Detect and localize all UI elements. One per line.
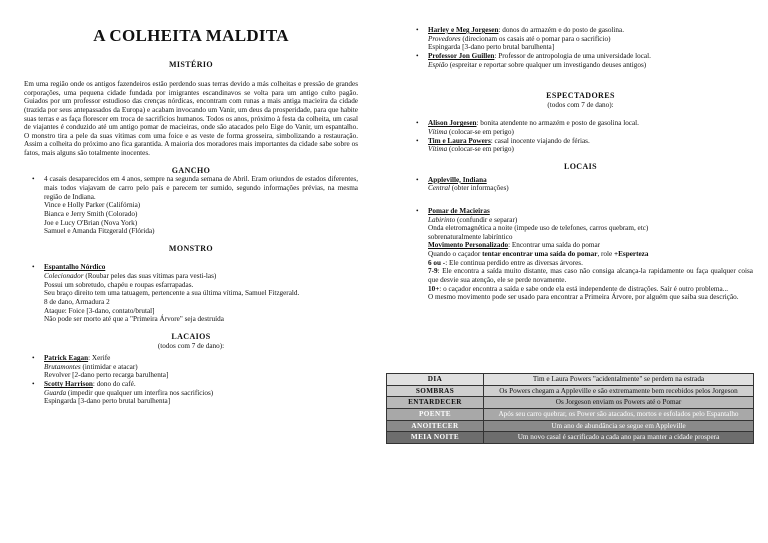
bystander-role-note: (colocar-se em perigo) <box>447 145 514 154</box>
minion-name: Professor Jon Guillen <box>428 51 495 60</box>
bystander-name: Tim e Laura Powers <box>428 136 491 145</box>
place-line: sobrenaturalmente labiríntico <box>428 232 513 241</box>
monster-line: Não pode ser morto até que a "Primeira Árvore" seja destruída <box>44 315 224 324</box>
monstro-list <box>24 263 358 323</box>
countdown-value: Tim e Laura Powers "acidentalmente" se perdem na estrada <box>484 374 754 386</box>
countdown-value: Os Jorgeson enviam os Powers até o Pomar <box>484 397 754 409</box>
countdown-key: DIA <box>387 374 484 386</box>
right-column <box>408 26 753 302</box>
minion-role-note: (intimidar e atacar) <box>80 362 138 371</box>
victim-line: Bianca e Jerry Smith (Colorado) <box>44 209 138 218</box>
place-closing: O mesmo movimento pode ser usado para encontrar a Primeira Árvore, por alguém que saiba sua descrição. <box>428 293 739 302</box>
minion-desc: : donos do armazém e do posto de gasolina. <box>498 26 625 34</box>
countdown-value: Um ano de abundância se segue em Appleville <box>484 420 754 432</box>
result-6-label: 6 ou - <box>428 258 446 267</box>
locais-heading: LOCAIS <box>563 162 598 171</box>
list-item <box>428 119 753 136</box>
gancho-section <box>24 166 358 236</box>
bystander-name: Alison Jorgesen <box>428 119 477 128</box>
list-item <box>44 354 358 380</box>
custom-move-text: : Encontrar uma saída do pomar <box>508 241 601 250</box>
move-desc-bold2: +Esperteza <box>614 250 649 259</box>
misterio-heading: MISTÉRIO <box>168 60 214 70</box>
monster-role-note: (Roubar peles das suas vítimas para vesti-las) <box>83 272 217 281</box>
left-column <box>24 0 358 406</box>
place-name: Appleville, Indiana <box>428 175 487 184</box>
minion-name: Harley e Meg Jorgesen <box>428 26 499 34</box>
monstro-heading: MONSTRO <box>168 243 214 253</box>
place-role: Labirinto <box>428 215 456 224</box>
locais-section <box>408 162 753 302</box>
minion-name: Scotty Harrison <box>44 380 93 389</box>
place-line: Onda eletromagnética a noite (impede uso de telefones, carros quebram, etc) <box>428 224 649 233</box>
place-role-note: (confundir e separar) <box>455 215 518 224</box>
move-desc-pre: Quando o caçador <box>428 250 483 259</box>
countdown-key: MEIA NOITE <box>387 432 484 444</box>
misterio-text: Em uma região onde os antigos fazendeiros estão perdendo suas terras devido a más colheitas e pressão de grandes corporações, uma pequena cidade fundada por imigrantes escandinavos se volta para um antigo culto pagão. Guiados por um professor estudioso das crenças nórdicas, encontram com runas a mais antiga macieira da cidade (trazida por seus antepassados da Europa) e acabam invocando um Vanir, um deus da prosperidade, para que habite suas terras e as faça florescer em troca de sacrifícios humanos. Todos os anos, próximo à festa da colheita, um casal de viajantes é conduzido até um antigo pomar de macieiras, onde são atacados pelo Eige do Vanir, um espantalho. O monstro tira a pele da suas vítimas com uma foice e as veste de forma grosseira, simbolizando a restauração. Assim a colheita do próximo ano fica garantida. A maioria dos moradores mais importantes da cidade sabe sobre os fatos, mais alguns são totalmente inocentes. <box>24 79 358 158</box>
countdown-key: ENTARDECER <box>387 397 484 409</box>
monstro-section <box>24 244 358 324</box>
monster-name: Espantalho Nórdico <box>44 263 106 272</box>
espectadores-heading: ESPECTADORES <box>546 91 615 101</box>
move-desc-mid: , role <box>597 250 615 259</box>
countdown-value: Os Powers chegam a Appleville e são extremamente bem recebidos pelos Jorgeson <box>484 385 754 397</box>
monster-role: Colecionador <box>44 272 84 281</box>
espectadores-sub: (todos com 7 de dano): <box>547 100 614 109</box>
bystander-desc: : bonita atendente no armazém e posto de gasolina local. <box>476 119 639 128</box>
gancho-list <box>24 175 358 235</box>
victim-line: Samuel e Amanda Fitzgerald (Flórida) <box>44 227 155 236</box>
minion-desc: : dono do café. <box>92 380 136 389</box>
gancho-item-text: • 4 casais desaparecidos em 4 anos, sempre na segunda semana de Abril. Eram oriundos de estados diferentes, mais todos viajavam de carro pelo país e parecem ter sumido, segundo informações prévias, na mesma região de Indiana. <box>44 175 358 201</box>
table-row <box>387 397 754 409</box>
minion-desc: : Xerife <box>88 354 111 363</box>
bystander-role-note: (colocar-se em perigo) <box>447 128 514 137</box>
move-desc-bold: tentar encontrar uma saída do pomar <box>482 250 598 259</box>
victim-line: Vince e Holly Parker (Califórnia) <box>44 201 141 210</box>
bystander-role: Vítima <box>428 128 448 137</box>
monster-line: 8 de dano, Armadura 2 <box>44 297 110 306</box>
list-item <box>44 380 358 406</box>
minion-role: Brutamontes <box>44 362 81 371</box>
result-79-text: : Ele encontra a saída muito distante, mas caso não consiga alcança-la rapidamente ou faça qualquer coisa que desvie sua atenção, ele se perde novamente. <box>428 267 753 284</box>
minion-role-note: (direcionam os casais até o pomar para o sacrifício) <box>460 34 611 43</box>
custom-move-label: Movimento Personalizado <box>428 241 509 250</box>
monster-line: Seu braço direito tem uma tatuagem, pertencente a sua última vítima, Samuel Fitzgerald. <box>44 289 300 298</box>
minion-name: Patrick Eagan <box>44 354 89 363</box>
bystander-role: Vítima <box>428 145 448 154</box>
table-row <box>387 374 754 386</box>
countdown-value: Após seu carro quebrar, os Power são atacados, mortos e esfolados pelo Espantalho <box>484 408 754 420</box>
result-6-text: : Ele continua perdido entre as diversas árvores. <box>445 258 583 267</box>
countdown-key: POENTE <box>387 408 484 420</box>
result-10-text: : o caçador encontra a saída e sabe onde ela está independente de distrações. Saír é outro problema... <box>439 284 729 293</box>
espectadores-list <box>408 119 753 154</box>
result-10-label: 10+ <box>428 284 440 293</box>
monster-line: Ataque: Foice [3-dano, contato/brutal] <box>44 306 155 315</box>
lacaios-list-continued <box>408 26 753 69</box>
list-item <box>428 176 753 193</box>
bystander-desc: : casal inocente viajando de férias. <box>490 136 590 145</box>
minion-role: Guarda <box>44 388 67 397</box>
table-row <box>387 408 754 420</box>
countdown-key: ANOITECER <box>387 420 484 432</box>
minion-role: Espião <box>428 60 448 69</box>
minion-extra: Espingarda [3-dano perto brutal barulhenta] <box>44 397 171 406</box>
countdown-key: SOMBRAS <box>387 385 484 397</box>
lacaios-section <box>24 332 358 406</box>
list-item <box>44 263 358 323</box>
table-row <box>387 385 754 397</box>
gancho-heading: GANCHO <box>171 165 211 175</box>
monster-line: Possui um sobretudo, chapéu e roupas esfarrapadas. <box>44 280 194 289</box>
table-row <box>387 432 754 444</box>
minion-desc: : Professor de antropologia de uma universidade local. <box>494 51 651 60</box>
list-item <box>428 26 753 52</box>
result-79-label: 7-9 <box>428 267 438 276</box>
locais-list <box>408 176 753 302</box>
place-role: Central <box>428 184 450 193</box>
lacaios-list <box>24 354 358 406</box>
lacaios-sub: (todos com 7 de dano): <box>157 341 225 350</box>
minion-extra: Revolver [2-dano perto recarga barulhenta] <box>44 371 169 380</box>
minion-role-note: (impedir que qualquer um interfira nos sacrifícios) <box>66 388 214 397</box>
document-title: A COLHEITA MALDITA <box>93 26 289 45</box>
list-item <box>428 207 753 302</box>
minion-role: Provedores <box>428 34 461 43</box>
victim-line: Joe e Lucy O'Brian (Nova York) <box>44 218 138 227</box>
list-item <box>428 52 753 69</box>
list-item <box>428 137 753 154</box>
list-item <box>44 175 358 235</box>
countdown-table <box>386 373 754 444</box>
espectadores-section <box>408 91 753 154</box>
table-row <box>387 420 754 432</box>
minion-role-note: (espreitar e reportar sobre qualquer um investigando deuses antigos) <box>447 60 647 69</box>
countdown-value: Um novo casal é sacrificado a cada ano para manter a cidade prospera <box>484 432 754 444</box>
place-name: Pomar de Macieiras <box>428 206 490 215</box>
lacaios-heading: LACAIOS <box>171 331 211 341</box>
minion-extra: Espingarda [3-dano perto brutal barulhenta] <box>428 43 555 52</box>
place-role-note: (obter informações) <box>449 184 509 193</box>
